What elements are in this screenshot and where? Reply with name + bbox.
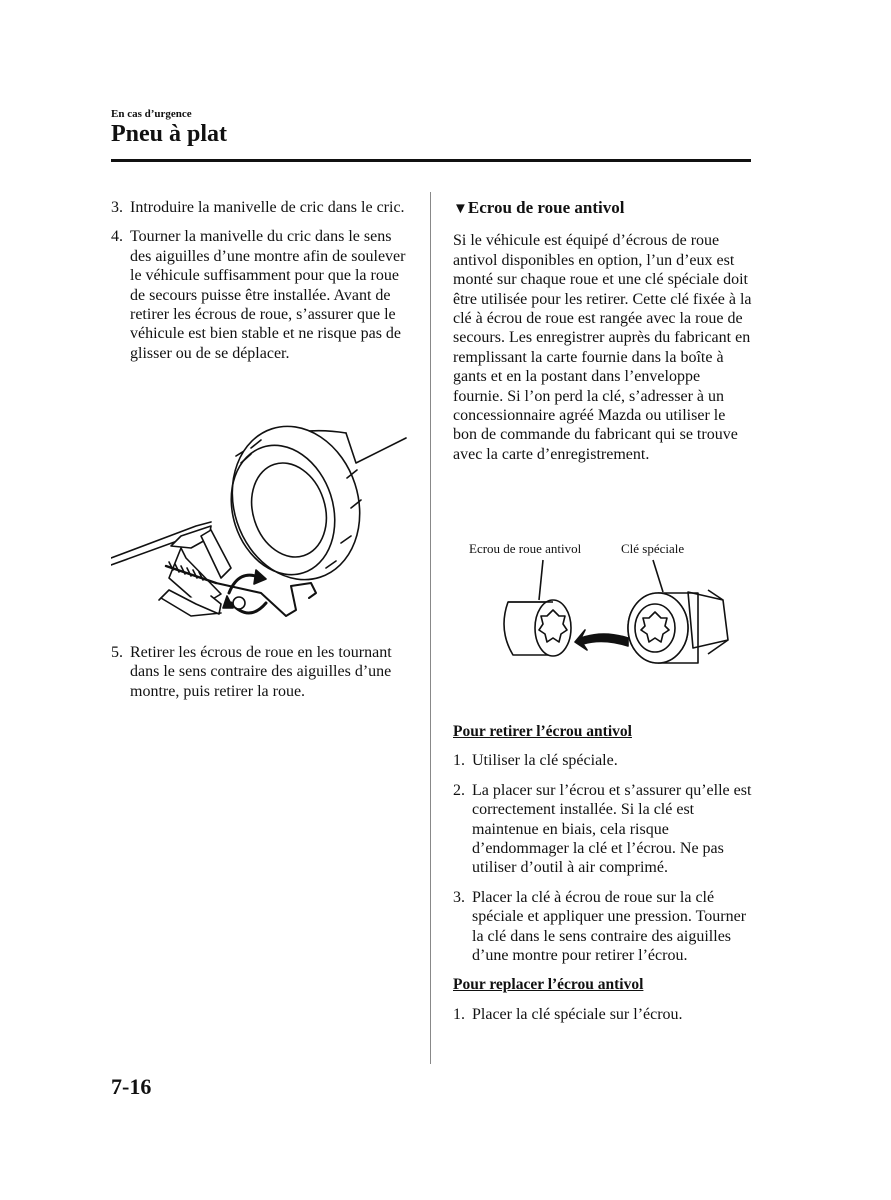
lock-nut-drawing-icon (453, 530, 753, 670)
list-item (111, 227, 411, 363)
jack-illustration (111, 418, 411, 628)
section-heading (453, 198, 753, 219)
step-number: 3. (111, 199, 123, 216)
section-label: En cas d’urgence (111, 108, 192, 120)
step-number: 3. (453, 888, 465, 906)
list-item (453, 888, 753, 966)
step-text: Retirer les écrous de roue en les tournant dans le sens contraire des aiguilles d’une montre, puis retirer la roue. (130, 644, 392, 700)
right-column (453, 198, 753, 474)
label-special-key: Clé spéciale (621, 541, 685, 556)
step-text: Introduire la manivelle de cric dans le cric. (130, 199, 405, 216)
page-title: Pneu à plat (111, 121, 228, 147)
jack-drawing-icon (111, 418, 411, 628)
list-item (111, 643, 411, 701)
right-column-lower (453, 722, 753, 1034)
step-number: 1. (453, 1005, 465, 1023)
replace-steps-list (453, 1005, 753, 1024)
remove-subheading: Pour retirer l’écrou antivol (453, 723, 632, 740)
steps-list-a (111, 198, 411, 363)
list-item (453, 751, 753, 770)
column-divider (430, 192, 431, 1064)
remove-steps-list (453, 751, 753, 965)
intro-paragraph: Si le véhicule est équipé d’écrous de roue antivol disponibles en option, l’un d’eux est monté sur chaque roue et une clé spéciale doit être utilisée pour les retirer. Cette clé fixée à la clé à écrou de roue est rangée avec la roue de secours. Les enregistrer auprès du fabricant en remplissant la carte fournie dans la boîte à gants et en la postant dans l’enveloppe fournie. Si l’on perd la clé, s’adresser à un concessionnaire agréé Mazda ou utiliser le bon de commande du fabricant qui se trouve avec la carte d’enregistrement. (453, 232, 752, 463)
step-text: Placer la clé spéciale sur l’écrou. (472, 1005, 683, 1023)
step-text: Tourner la manivelle du cric dans le sens des aiguilles d’une montre afin de soulever le véhicule suffisamment pour que la roue de secours puisse être installée. Avant de retirer les écrous de roue, s’assurer que le véhicule est bien stable et ne risque pas de glisser ou de se déplacer. (130, 228, 406, 362)
title-rule (111, 159, 751, 162)
list-item (111, 198, 411, 217)
left-column-lower (111, 643, 411, 711)
step-number: 4. (111, 228, 123, 246)
step-number: 2. (453, 781, 465, 799)
step-number: 1. (453, 752, 465, 770)
page-number: 7-16 (111, 1074, 152, 1099)
label-lock-nut: Ecrou de roue antivol (469, 541, 582, 556)
left-column (111, 198, 411, 373)
list-item (453, 781, 753, 878)
step-number: 5. (111, 644, 123, 661)
step-text: Utiliser la clé spéciale. (472, 752, 618, 770)
step-text: La placer sur l’écrou et s’assurer qu’elle est correctement installée. Si la clé est maintenue en biais, cela risque d’endommager la clé et l’écrou. Ne pas utiliser d’outil à air comprimé. (472, 781, 752, 877)
replace-subheading: Pour replacer l’écrou antivol (453, 976, 644, 994)
list-item (453, 1005, 753, 1024)
steps-list-b (111, 643, 411, 701)
step-text: Placer la clé à écrou de roue sur la clé spéciale et appliquer une pression. Tourner la clé dans le sens contraire des aiguilles d’une montre pour retirer l’écrou. (472, 888, 747, 965)
lock-nut-illustration (453, 530, 753, 670)
triangle-marker-icon: ▼ (453, 201, 468, 217)
section-heading-text: Ecrou de roue antivol (467, 198, 625, 217)
